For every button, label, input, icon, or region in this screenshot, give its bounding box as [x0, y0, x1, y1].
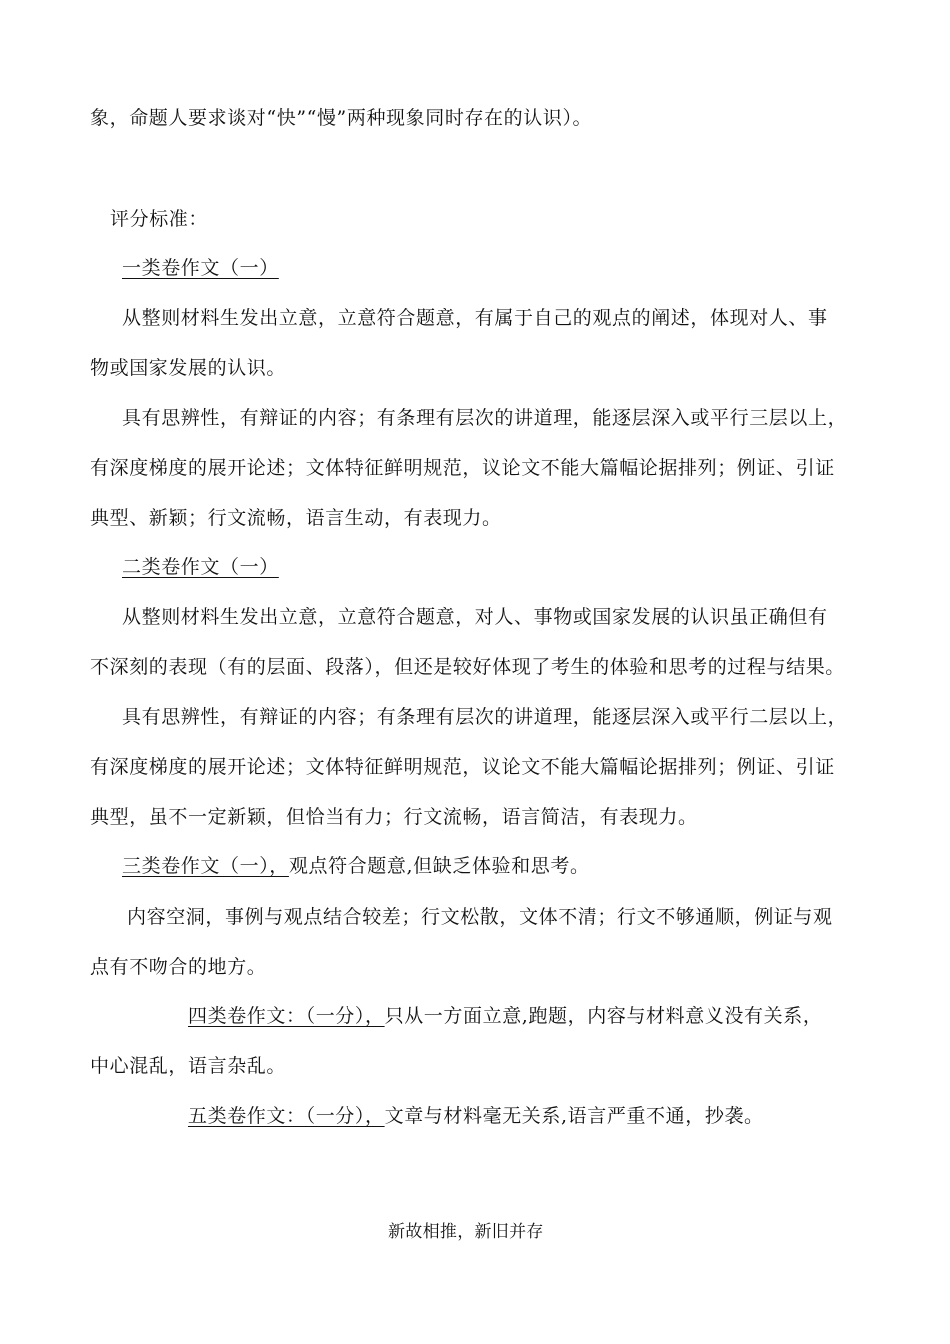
level2-para2-line1: 具有思辨性，有辩证的内容；有条理有层次的讲道理，能逐层深入或平行二层以上， — [122, 706, 848, 728]
level3-title: 三类卷作文（一）， — [122, 855, 289, 877]
level1-para2-line1: 具有思辨性，有辩证的内容；有条理有层次的讲道理，能逐层深入或平行三层以上， — [122, 407, 848, 429]
page-footer: 新故相推，新旧并存 — [388, 1222, 544, 1242]
level4-heading-line — [188, 1004, 822, 1028]
level5-heading-line — [188, 1104, 764, 1128]
level1-para2-line3: 典型、新颖；行文流畅，语言生动，有表现力。 — [90, 507, 502, 529]
level2-para2-line2: 有深度梯度的展开论述；文体特征鲜明规范，议论文不能大篇幅论据排列；例证、引证 — [90, 756, 835, 778]
level4-title: 四类卷作文：（一分）， — [188, 1005, 385, 1027]
level4-title-rest: 只从一方面立意,跑题，内容与材料意义没有关系， — [384, 1005, 823, 1027]
level5-title: 五类卷作文：（一分）， — [188, 1105, 385, 1127]
level4-para1-line1: 中心混乱，语言杂乱。 — [90, 1055, 287, 1077]
level1-para1-line1: 从整则材料生发出立意，立意符合题意，有属于自己的观点的阐述，体现对人、事 — [122, 307, 828, 329]
level1-title: 一类卷作文（一） — [122, 257, 279, 279]
level2-para2-line3: 典型，虽不一定新颖，但恰当有力；行文流畅，语言简洁，有表现力。 — [90, 806, 698, 828]
level1-para1-line2: 物或国家发展的认识。 — [90, 357, 287, 379]
level3-para1-line1: 内容空洞，事例与观点结合较差；行文松散，文体不清；行文不够通顺，例证与观 — [127, 906, 833, 928]
level2-para1-line1: 从整则材料生发出立意，立意符合题意，对人、事物或国家发展的认识虽正确但有 — [122, 606, 828, 628]
criteria-heading: 评分标准： — [110, 208, 209, 230]
level5-title-rest: 文章与材料毫无关系,语言严重不通，抄袭。 — [384, 1105, 764, 1127]
intro-line: 象，命题人要求谈对“快”“慢”两种现象同时存在的认识）。 — [90, 107, 593, 129]
level3-heading-line — [122, 854, 590, 878]
level2-title: 二类卷作文（一） — [122, 556, 279, 578]
level3-para1-line2: 点有不吻合的地方。 — [90, 956, 267, 978]
level1-para2-line2: 有深度梯度的展开论述；文体特征鲜明规范，议论文不能大篇幅论据排列；例证、引证 — [90, 457, 835, 479]
level2-para1-line2: 不深刻的表现（有的层面、段落），但还是较好体现了考生的体验和思考的过程与结果。 — [90, 656, 845, 678]
level3-title-rest: 观点符合题意,但缺乏体验和思考。 — [288, 855, 590, 877]
